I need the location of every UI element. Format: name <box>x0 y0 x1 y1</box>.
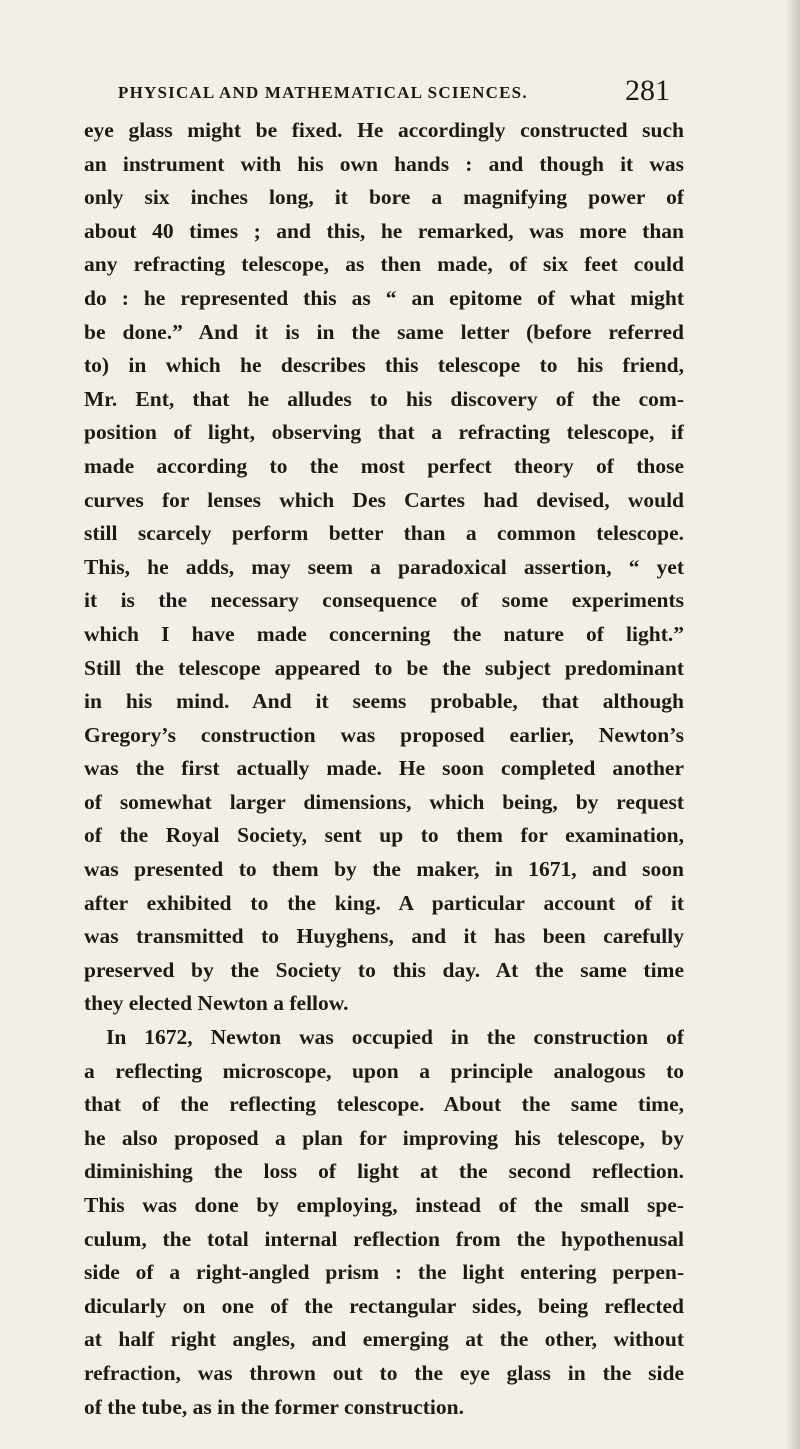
paragraph-start-line: In 1672, Newton was occupied in the construction of <box>106 1025 684 1050</box>
running-head: PHYSICAL AND MATHEMATICAL SCIENCES. <box>118 83 528 102</box>
text-line: be done.” And it is in the same letter (before referred <box>84 319 684 344</box>
text-line: a reflecting microscope, upon a principle analogous to <box>84 1058 684 1083</box>
text-line: at half right angles, and emerging at the other, without <box>84 1327 684 1352</box>
text-line: Still the telescope appeared to be the subject predominant <box>84 655 684 680</box>
text-line: he also proposed a plan for improving his telescope, by <box>84 1125 684 1150</box>
text-line: eye glass might be fixed. He accordingly constructed such <box>84 118 684 142</box>
paragraph-end-line: they elected Newton a fellow. <box>84 991 349 1016</box>
text-line: This was done by employing, instead of the small spe- <box>84 1193 684 1217</box>
text-line: was the first actually made. He soon completed another <box>84 756 684 781</box>
text-line: after exhibited to the king. A particular account of it <box>84 890 684 915</box>
text-line: any refracting telescope, as then made, of six feet could <box>84 252 684 277</box>
text-line: which I have made concerning the nature of light.” <box>84 621 684 646</box>
text-line: was presented to them by the maker, in 1671, and soon <box>84 857 684 882</box>
text-line: position of light, observing that a refracting telescope, if <box>84 420 684 445</box>
text-line: dicularly on one of the rectangular sides, being reflected <box>84 1293 684 1318</box>
text-line: side of a right-angled prism : the light entering perpen- <box>84 1260 684 1285</box>
text-line: preserved by the Society to this day. At the same time <box>84 957 684 982</box>
text-line: still scarcely perform better than a common telescope. <box>84 521 684 546</box>
text-line: it is the necessary consequence of some experiments <box>84 588 684 613</box>
text-line: in his mind. And it seems probable, that although <box>84 689 684 714</box>
text-line: Gregory’s construction was proposed earlier, Newton’s <box>84 722 684 747</box>
text-line: was transmitted to Huyghens, and it has been carefully <box>84 924 684 949</box>
page-number: 281 <box>625 74 670 107</box>
body-text <box>84 114 684 1424</box>
text-line: Mr. Ent, that he alludes to his discovery of the com- <box>84 386 684 411</box>
text-line: do : he represented this as “ an epitome of what might <box>84 285 684 310</box>
text-line: This, he adds, may seem a paradoxical assertion, “ yet <box>84 554 684 579</box>
text-line: of the Royal Society, sent up to them for examination, <box>84 823 684 848</box>
text-line: curves for lenses which Des Cartes had devised, would <box>84 487 684 512</box>
text-line: to) in which he describes this telescope to his friend, <box>84 353 684 378</box>
paragraph-end-line: of the tube, as in the former construction. <box>84 1394 464 1419</box>
page-edge <box>786 0 800 1449</box>
text-line: of somewhat larger dimensions, which being, by request <box>84 789 684 814</box>
text-line: that of the reflecting telescope. About the same time, <box>84 1092 684 1117</box>
text-line: an instrument with his own hands : and though it was <box>84 151 684 176</box>
text-line: about 40 times ; and this, he remarked, was more than <box>84 218 684 243</box>
text-line: made according to the most perfect theory of those <box>84 453 684 478</box>
text-line: only six inches long, it bore a magnifying power of <box>84 185 684 210</box>
text-line: refraction, was thrown out to the eye glass in the side <box>84 1360 684 1385</box>
text-line: culum, the total internal reflection from the hypothenusal <box>84 1226 684 1251</box>
text-line: diminishing the loss of light at the second reflection. <box>84 1159 684 1184</box>
page-header <box>118 70 670 110</box>
